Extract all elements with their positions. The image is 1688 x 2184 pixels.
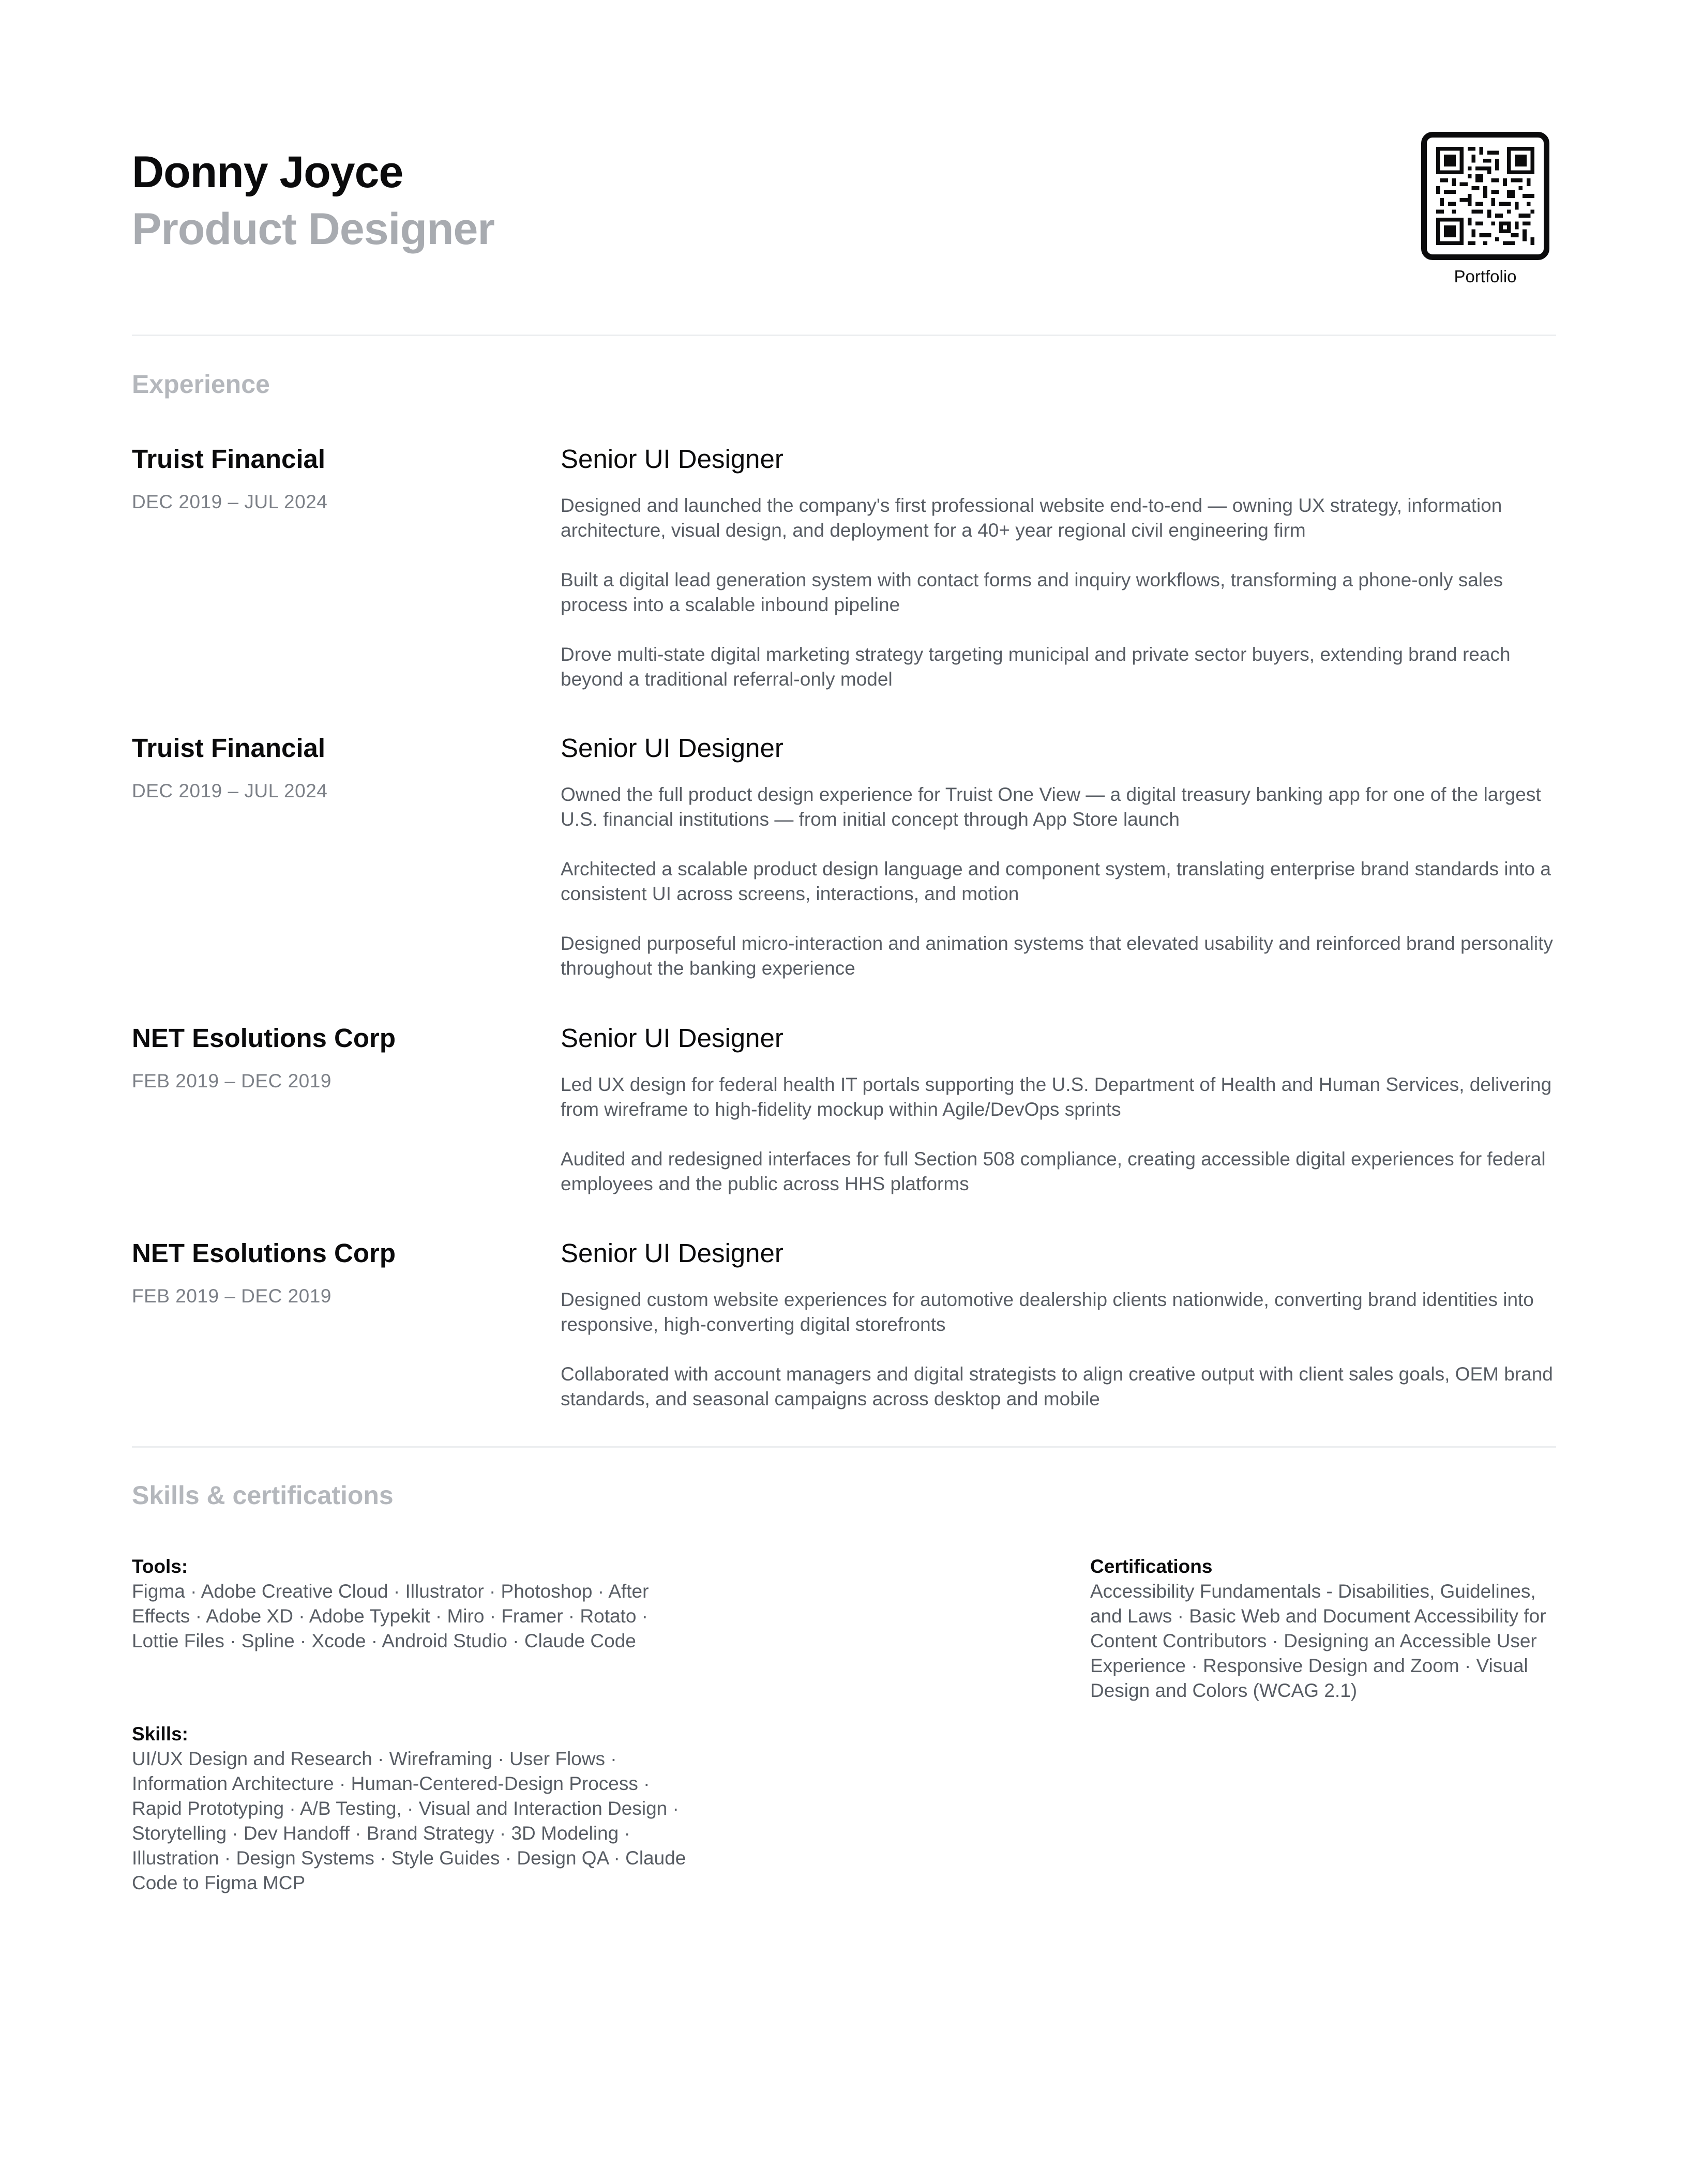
job-title: Senior UI Designer [561, 444, 783, 474]
job-title: Senior UI Designer [561, 1023, 783, 1053]
job-description [561, 1072, 1559, 1221]
job-bullet: Designed and launched the company's first professional website end-to-end — owning UX strategy, information architecture, visual design, and deployment for a 40+ year regional civil engineering firm [561, 495, 1502, 541]
tools-list: Figma · Adobe Creative Cloud · Illustrator · Photoshop · After Effects · Adobe XD · Adobe Typekit · Miro · Framer · Rotato · Lottie Files · Spline · Xcode · Android Studio · Claude Code [132, 1581, 649, 1651]
experience-heading: Experience [132, 370, 270, 399]
candidate-role: Product Designer [132, 204, 494, 254]
skills-label: Skills: [132, 1723, 188, 1745]
job-company: NET Esolutions Corp [132, 1023, 396, 1053]
certifications-block [1090, 1554, 1561, 1703]
job-dates: FEB 2019 – DEC 2019 [132, 1070, 331, 1091]
job-title: Senior UI Designer [561, 733, 783, 763]
job-bullet: Owned the full product design experience for Truist One View — a digital treasury banking app for one of the largest U.S. financial institutions — from initial concept through App Store launch [561, 784, 1541, 830]
tools-block [132, 1554, 680, 1654]
job-dates: FEB 2019 – DEC 2019 [132, 1285, 331, 1307]
skills-list: UI/UX Design and Research · Wireframing · User Flows · Information Architecture · Human-Centered-Design Process · Rapid Prototyping · A/B Testing, · Visual and Interaction Design · Storytelling · Dev Handoff · Brand Strategy · 3D Modeling · Illustration · Design Systems · Style Guides · Design QA · Claude Code to Figma MCP [132, 1748, 686, 1893]
job-company: Truist Financial [132, 444, 326, 474]
job-bullet: Led UX design for federal health IT portals supporting the U.S. Department of Health and Human Services, delivering from wireframe to high-fidelity mockup within Agile/DevOps sprints [561, 1074, 1552, 1120]
job-bullet: Built a digital lead generation system with contact forms and inquiry workflows, transforming a phone-only sales process into a scalable inbound pipeline [561, 569, 1503, 615]
portfolio-qr-code[interactable] [1421, 132, 1549, 260]
tools-label: Tools: [132, 1556, 188, 1577]
job-description [561, 782, 1559, 1006]
header-divider [132, 335, 1556, 336]
job-bullet: Architected a scalable product design language and component system, translating enterprise brand standards into a consistent UI across screens, interactions, and motion [561, 858, 1551, 904]
certifications-list: Accessibility Fundamentals - Disabilities, Guidelines, and Laws · Basic Web and Document Accessibility for Content Contributors · Designing an Accessible User Experience · Responsive Design and Zoom · Visual Design and Colors (WCAG 2.1) [1090, 1581, 1546, 1701]
job-bullet: Audited and redesigned interfaces for full Section 508 compliance, creating accessible digital experiences for federal employees and the public across HHS platforms [561, 1148, 1546, 1194]
job-bullet: Drove multi-state digital marketing strategy targeting municipal and private sector buyers, extending brand reach beyond a traditional referral-only model [561, 644, 1511, 690]
job-bullet: Designed purposeful micro-interaction and animation systems that elevated usability and reinforced brand personality throughout the banking experience [561, 933, 1553, 979]
job-dates: DEC 2019 – JUL 2024 [132, 780, 328, 801]
skills-heading: Skills & certifications [132, 1481, 394, 1510]
certifications-label: Certifications [1090, 1556, 1213, 1577]
job-company: NET Esolutions Corp [132, 1238, 396, 1268]
qr-code-icon [1436, 147, 1534, 245]
job-description [561, 1287, 1559, 1436]
job-description [561, 493, 1559, 717]
skills-block [132, 1722, 690, 1895]
job-company: Truist Financial [132, 733, 326, 763]
job-title: Senior UI Designer [561, 1238, 783, 1268]
portfolio-label: Portfolio [1454, 267, 1517, 286]
skills-divider [132, 1446, 1556, 1448]
job-bullet: Designed custom website experiences for automotive dealership clients nationwide, converting brand identities into responsive, high-converting digital storefronts [561, 1289, 1534, 1335]
candidate-name: Donny Joyce [132, 147, 403, 197]
job-dates: DEC 2019 – JUL 2024 [132, 491, 328, 512]
job-bullet: Collaborated with account managers and digital strategists to align creative output with client sales goals, OEM brand standards, and seasonal campaigns across desktop and mobile [561, 1363, 1553, 1409]
